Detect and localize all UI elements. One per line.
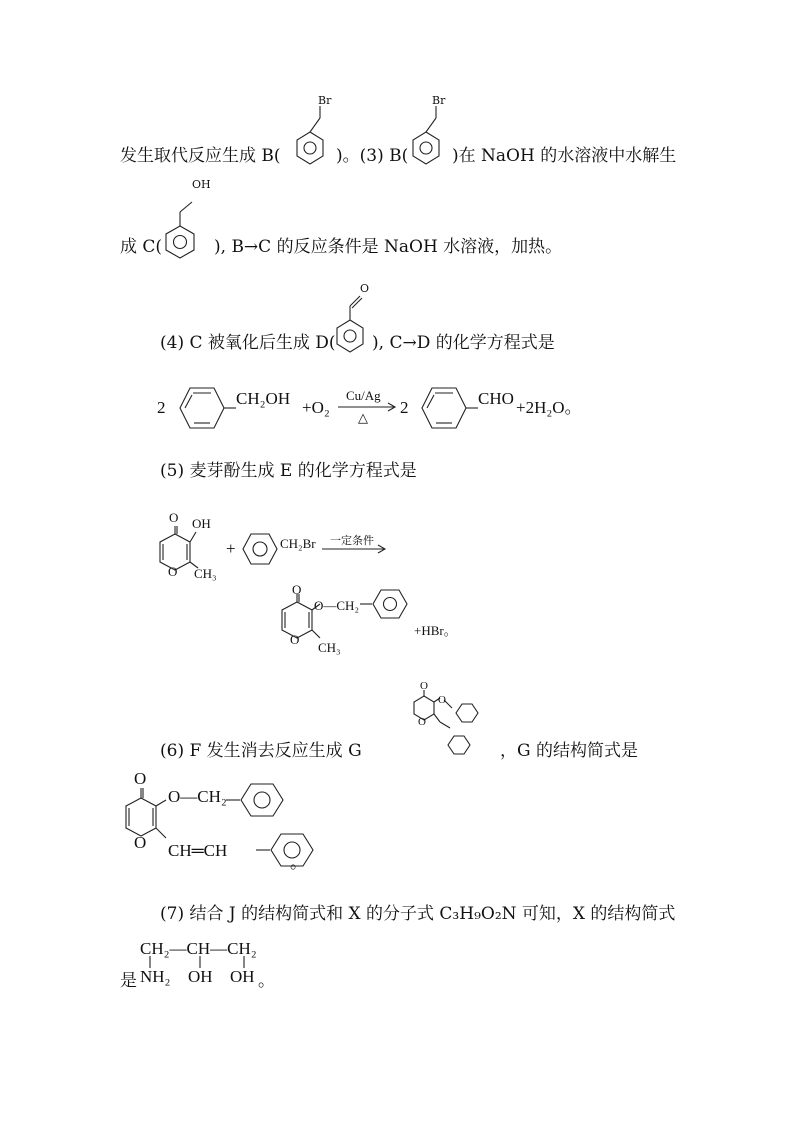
eq1-cho: CHO [478, 389, 514, 408]
para5-text: (5) 麦芽酚生成 E 的化学方程式是 [160, 461, 417, 481]
x-oh1: OH [188, 967, 213, 986]
product-e-och2: O—CH₂ [314, 598, 359, 613]
product-e-ring-o: O [290, 632, 300, 647]
para1-text-c: )在 NaOH 的水溶液中水解生 [452, 146, 677, 166]
x-oh2: OH [230, 967, 255, 986]
eq1-benzene-ring-1 [178, 386, 226, 432]
eq1-plus-o2: +O₂ [302, 398, 330, 417]
para7-text: (7) 结合 J 的结构简式和 X 的分子式 C₃H₉O₂N 可知，X 的结构简式 [160, 904, 676, 924]
maltol-ring-o: O [168, 564, 178, 579]
oh-label: OH [192, 178, 211, 191]
eq1-heat: △ [358, 410, 368, 425]
eq1-coef2: 2 [400, 398, 409, 417]
small-g-o1: O [420, 680, 428, 692]
para6-text-b: ，G 的结构简式是 [500, 741, 638, 761]
x-chain: CH₂—CH—CH₂ [140, 939, 257, 958]
eq1-tail: +2H₂O。 [516, 398, 582, 417]
eq2-ch2br: CH₂Br [280, 536, 316, 551]
para2-text-a: 成 C( [120, 237, 163, 257]
g-ring-o: O [134, 833, 147, 852]
maltol-oh: OH [192, 516, 211, 531]
eq1-catalyst: Cu/Ag [346, 388, 381, 403]
eq1-coef1: 2 [157, 398, 166, 417]
para1-text-b: )。(3) B( [336, 146, 409, 166]
eq1-benzene-ring-2 [420, 386, 468, 432]
para3-text-a: (4) C 被氧化后生成 D( [160, 333, 336, 353]
small-g-o2: O [438, 694, 446, 706]
x-prefix: 是 [120, 971, 137, 991]
para6-text-a: (6) F 发生消去反应生成 G [160, 741, 362, 761]
product-e-o: O [292, 582, 302, 597]
g-och2: O—CH₂ [168, 787, 227, 806]
g-o: O [134, 769, 147, 788]
product-e-ch3: CH₃ [318, 640, 341, 655]
br-label-1: Br [318, 94, 332, 107]
g-chch: CH═CH [168, 841, 228, 860]
eq1-reaction-arrow [338, 402, 398, 412]
para1-text-a: 发生取代反应生成 B( [120, 146, 281, 166]
eq2-plus: + [226, 539, 236, 558]
maltol-o: O [169, 510, 179, 525]
o-label: O [360, 282, 370, 295]
g-structure [116, 778, 416, 868]
eq2-reaction-arrow [322, 544, 388, 554]
eq2-condition: 一定条件 [330, 534, 374, 547]
x-end: 。 [258, 971, 275, 991]
br-label-2: Br [432, 94, 446, 107]
para2-text-b: ), B→C 的反应条件是 NaOH 水溶液，加热。 [214, 237, 563, 257]
g-end: 。 [290, 853, 307, 873]
small-g-o3: O [418, 716, 426, 728]
eq2-tail: +HBr。 [414, 623, 457, 638]
para3-text-b: ), C→D 的化学方程式是 [372, 333, 555, 353]
maltol-ch3: CH₃ [194, 566, 217, 581]
benzyl-alcohol-structure [158, 182, 204, 260]
x-nh2: NH₂ [140, 967, 171, 986]
benzyl-bromide-ring [242, 532, 278, 566]
eq1-ch2oh: CH₂OH [236, 389, 291, 408]
